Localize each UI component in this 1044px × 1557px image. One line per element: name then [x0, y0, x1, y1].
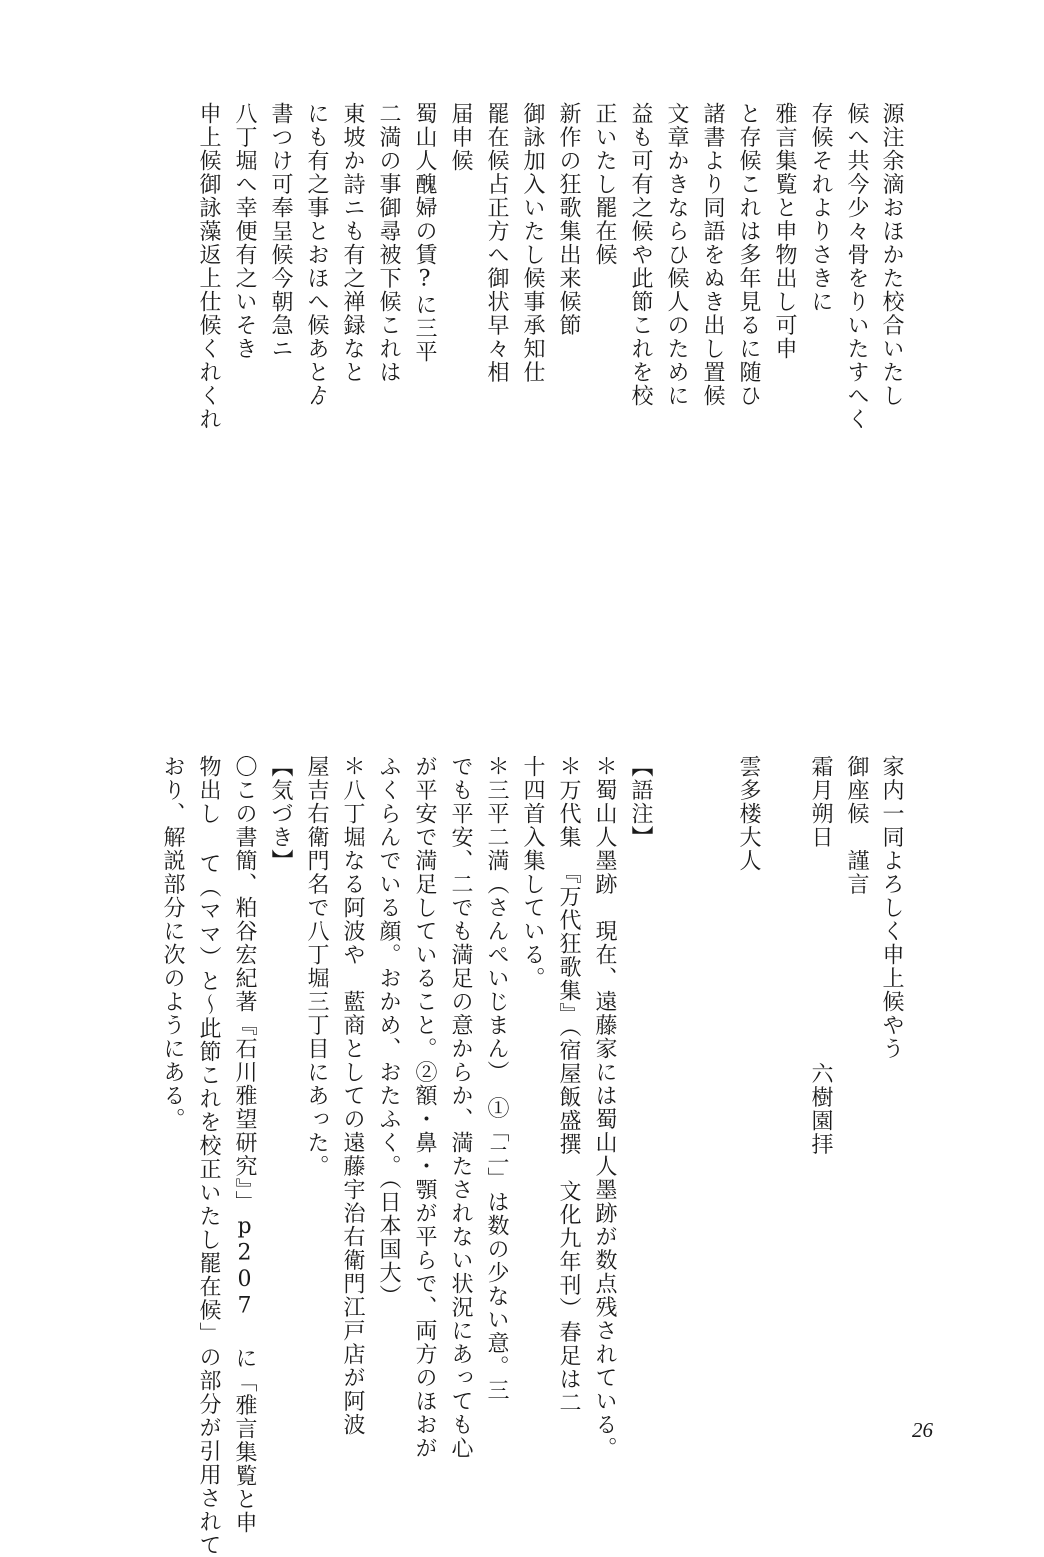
letter-line-13: 届申候 [448, 102, 473, 173]
letter-line-19: 八丁堀へ幸便有之いそき [232, 102, 257, 361]
remarks-line-2: 物出し て（ママ）と〜此節これを校正いたし罷在候」の部分が引用されて [196, 755, 221, 1557]
letter-line-16: 東坡か詩ニも有之禅録なと [340, 102, 365, 384]
letter-line-8: 益も可有之候や此節これを校 [628, 102, 653, 408]
note-line-2: ＊万代集 『万代狂歌集』（宿屋飯盛撰 文化九年刊）春足は二 [556, 755, 581, 1415]
remarks-heading: 【気づき】 [268, 755, 293, 873]
letter-line-17: にも有之事とおほへ候あとゟ [304, 102, 329, 408]
letter-line-4: 雅言集覧と申物出し可申 [772, 102, 797, 361]
date-line: 霜月朔日 [808, 755, 833, 849]
letter-line-5: と存候これは多年見るに随ひ [736, 102, 761, 408]
letter-line-6: 諸書より同語をぬき出し置候 [700, 102, 725, 408]
letter-line-1: 源注余滴おほかた校合いたし [879, 102, 904, 408]
letter-line-7: 文章かきならひ候人のために [664, 102, 689, 408]
letter-line-3: 存候それよりさきに [808, 102, 833, 314]
letter-line-18: 書つけ可奉呈候今朝急ニ [268, 102, 293, 361]
remarks-line-3: おり、解説部分に次のようにある。 [160, 755, 185, 1131]
note-line-9: 屋吉右衛門名で八丁堀三丁目にあった。 [304, 755, 329, 1178]
letter-line-10: 新作の狂歌集出来候節 [556, 102, 581, 337]
note-line-3: 十四首入集している。 [520, 755, 545, 990]
addressee-line: 雲多楼大人 [736, 755, 761, 873]
note-line-5: でも平安、二でも満足の意からか、満たされない状況にあっても心 [448, 755, 473, 1460]
letter-line-20: 申上候御詠藻返上仕候くれくれ [196, 102, 221, 431]
closing-line-1: 家内一同よろしく申上候やう [879, 755, 904, 1061]
note-line-6: が平安で満足していること。②額・鼻・顎が平らで、両方のほおが [412, 755, 437, 1460]
letter-line-9: 正いたし罷在候 [592, 102, 617, 267]
note-line-4: ＊三平二満（さんぺいじまん） ①「二」は数の少ない意。三 [484, 755, 509, 1402]
note-line-1: ＊蜀山人墨跡 現在、遠藤家には蜀山人墨跡が数点残されている。 [592, 755, 617, 1460]
note-line-7: ふくらんでいる顔。おかめ、おたふく。（日本国大） [376, 755, 401, 1308]
letter-line-11: 御詠加入いたし候事承知仕 [520, 102, 545, 384]
notes-heading: 【語注】 [628, 755, 653, 849]
note-line-8: ＊八丁堀なる阿波や 藍商としての遠藤宇治右衛門江戸店が阿波 [340, 755, 365, 1437]
remarks-line-1: 〇この書簡、粕谷宏紀著『石川雅望研究』」p207 に「雅言集覧と申 [232, 755, 257, 1535]
signature: 六樹園拝 [808, 1062, 833, 1156]
letter-line-12: 罷在候占正方へ御状早々相 [484, 102, 509, 384]
page-number: 26 [912, 1418, 933, 1442]
letter-line-14: 蜀山人醜婦の賃?に三平 [412, 102, 437, 364]
letter-line-2: 候へ共今少々骨をりいたすへく [844, 102, 869, 431]
closing-line-2: 御座候 謹言 [844, 755, 869, 896]
letter-line-15: 二満の事御尋被下候これは [376, 102, 401, 384]
